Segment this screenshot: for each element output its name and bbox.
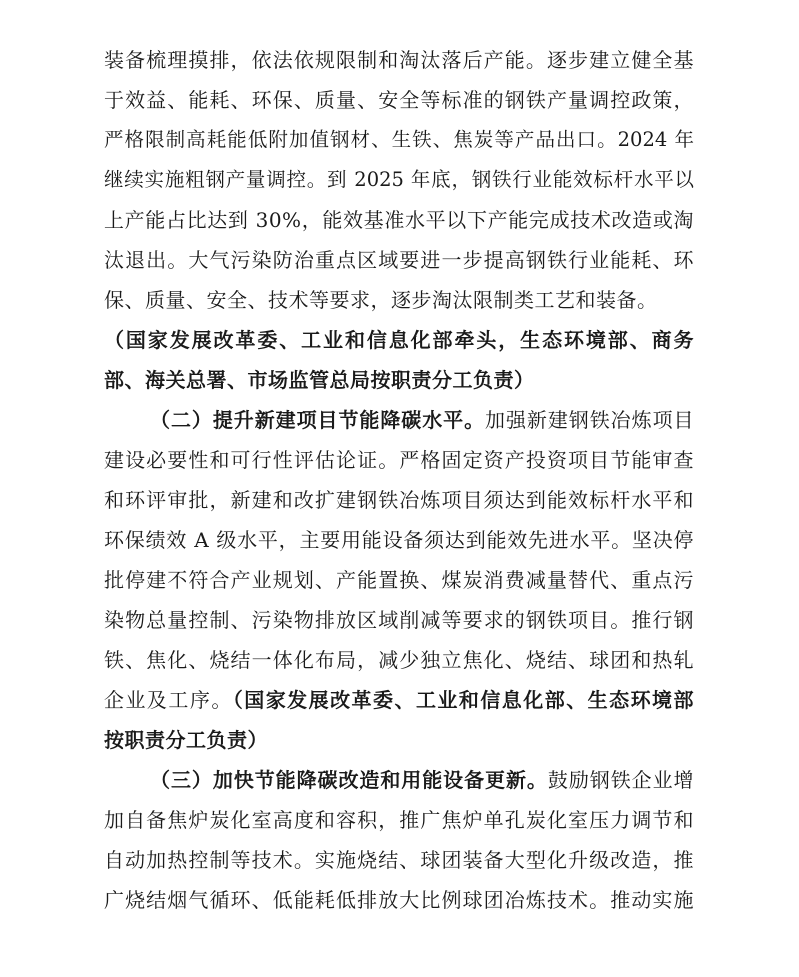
body-text-line: 铁、焦化、烧结一体化布局，减少独立焦化、烧结、球团和热轧 [104,648,694,672]
body-text-line: 上产能占比达到 30%，能效基准水平以下产能完成技术改造或淘 [104,208,694,232]
body-text-line: 严格限制高耗能低附加值钢材、生铁、焦炭等产品出口。2024 年 [104,128,694,151]
body-text-line: 自动加热控制等技术。实施烧结、球团装备大型化升级改造，推 [104,848,694,872]
body-text-line: 染物总量控制、污染物排放区域削减等要求的钢铁项目。推行钢 [104,608,694,632]
body-text: 企业及工序。 [104,688,233,712]
body-text-line: 批停建不符合产业规划、产能置换、煤炭消费减量替代、重点污 [104,568,694,592]
body-text: 加强新建钢铁冶炼项目 [485,408,695,432]
body-text-line: 继续实施粗钢产量调控。到 2025 年底，钢铁行业能效标杆水平以 [104,168,694,191]
body-text-line: 于效益、能耗、环保、质量、安全等标准的钢铁产量调控政策， [104,88,694,112]
body-text-line: 和环评审批，新建和改扩建钢铁冶炼项目须达到能效标杆水平和 [104,488,694,512]
section-heading: （三）加快节能降碳改造和用能设备更新。 [150,768,548,792]
section-heading-line [150,760,694,800]
responsibility-note: （国家发展改革委、工业和信息化部牵头，生态环境部、商务 [104,328,694,352]
body-text: 鼓励钢铁企业增 [547,768,695,792]
body-text-line: 保、质量、安全、技术等要求，逐步淘汰限制类工艺和装备。 [104,288,658,312]
responsibility-note: （国家发展改革委、工业和信息化部、生态环境部 [232,688,695,712]
body-text-line: 汰退出。大气污染防治重点区域要进一步提高钢铁行业能耗、环 [104,248,694,272]
body-text-line: 加自备焦炉炭化室高度和容积，推广焦炉单孔炭化室压力调节和 [104,808,694,832]
responsibility-note: 部、海关总署、市场监管总局按职责分工负责） [104,368,535,392]
body-text-line: 装备梳理摸排，依法依规限制和淘汰落后产能。逐步建立健全基 [104,48,694,72]
body-text-line [104,680,694,720]
body-text-line: 环保绩效 A 级水平，主要用能设备须达到能效先进水平。坚决停 [104,528,694,552]
responsibility-note: 按职责分工负责） [104,728,268,752]
body-text-line: 广烧结烟气循环、低能耗低排放大比例球团冶炼技术。推动实施 [104,888,694,912]
section-heading-line [150,400,694,440]
section-heading: （二）提升新建项目节能降碳水平。 [150,408,486,432]
body-text-line: 建设必要性和可行性评估论证。严格固定资产投资项目节能审查 [104,448,694,472]
